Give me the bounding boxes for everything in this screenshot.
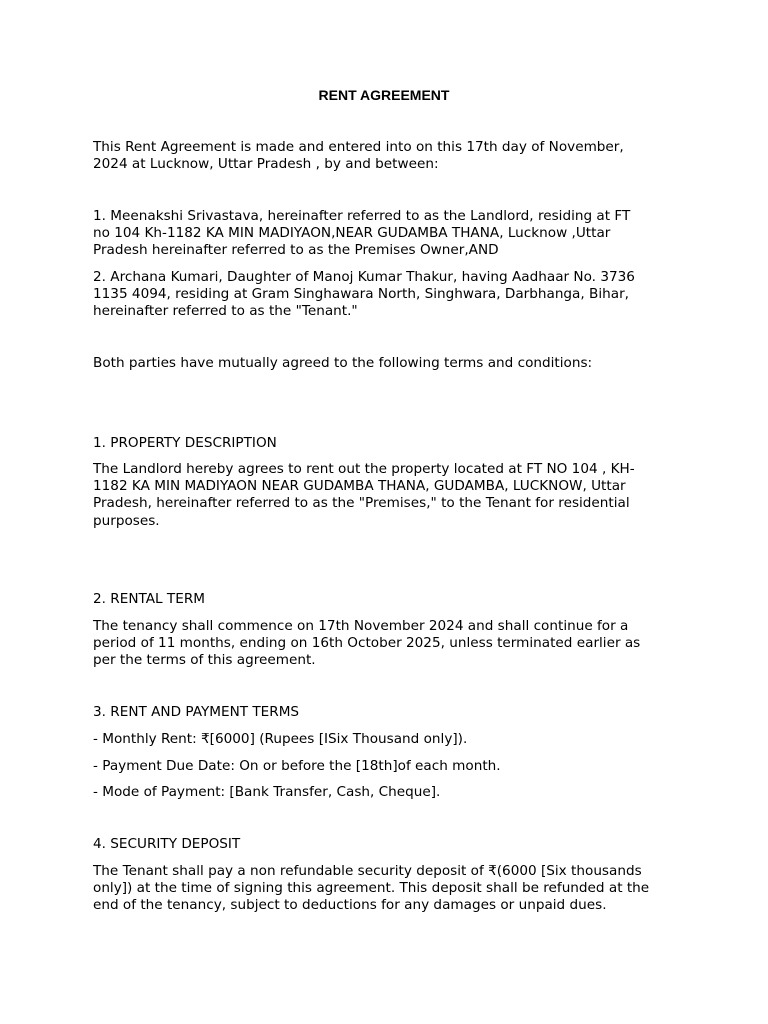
section-body-property: The Landlord hereby agrees to rent out the property located at FT NO 104 , KH- 1182 KA MIN MADIYAON NEAR GUDAMBA THANA, GUDAMBA, LUCKNOW, Uttar Pradesh, hereinafter referred to as the "Premises," to the Tenant for residential purposes. bbox=[93, 461, 635, 529]
agreement-statement: Both parties have mutually agreed to the following terms and conditions: bbox=[93, 355, 593, 371]
section-body-rental-term: The tenancy shall commence on 17th November 2024 and shall continue for a period of 11 months, ending on 16th October 2025, unless terminated earlier as per the terms of this agreement. bbox=[93, 618, 641, 669]
party-landlord-paragraph: 1. Meenakshi Srivastava, hereinafter referred to as the Landlord, residing at FT no 104 Kh-1182 KA MIN MADIYAON,NEAR GUDAMBA THANA, Lucknow ,Uttar Pradesh hereinafter referred to as the Premises Owner,AND bbox=[93, 208, 631, 259]
rent-item-due-date: - Payment Due Date: On or before the [18th]of each month. bbox=[93, 758, 501, 774]
rent-item-monthly-rent: - Monthly Rent: ₹[6000] (Rupees [ISix Thousand only]). bbox=[93, 731, 468, 747]
section-heading-security-deposit: 4. SECURITY DEPOSIT bbox=[93, 836, 241, 852]
party-tenant-paragraph: 2. Archana Kumari, Daughter of Manoj Kumar Thakur, having Aadhaar No. 3736 1135 4094, residing at Gram Singhawara North, Singhwara, Darbhanga, Bihar, hereinafter referred to as the "Tenant." bbox=[93, 269, 635, 320]
rent-item-payment-mode: - Mode of Payment: [Bank Transfer, Cash, Cheque]. bbox=[93, 784, 441, 800]
section-heading-rental-term: 2. RENTAL TERM bbox=[93, 591, 206, 607]
section-heading-rent-payment: 3. RENT AND PAYMENT TERMS bbox=[93, 704, 300, 720]
document-title: RENT AGREEMENT bbox=[318, 87, 450, 103]
section-heading-property: 1. PROPERTY DESCRIPTION bbox=[93, 435, 277, 451]
intro-paragraph: This Rent Agreement is made and entered into on this 17th day of November, 2024 at Lucknow, Uttar Pradesh , by and between: bbox=[93, 139, 624, 173]
section-body-security-deposit: The Tenant shall pay a non refundable security deposit of ₹(6000 [Six thousands only]) at the time of signing this agreement. This deposit shall be refunded at the end of the tenancy, subject to deductions for any damages or unpaid dues. bbox=[93, 863, 650, 914]
